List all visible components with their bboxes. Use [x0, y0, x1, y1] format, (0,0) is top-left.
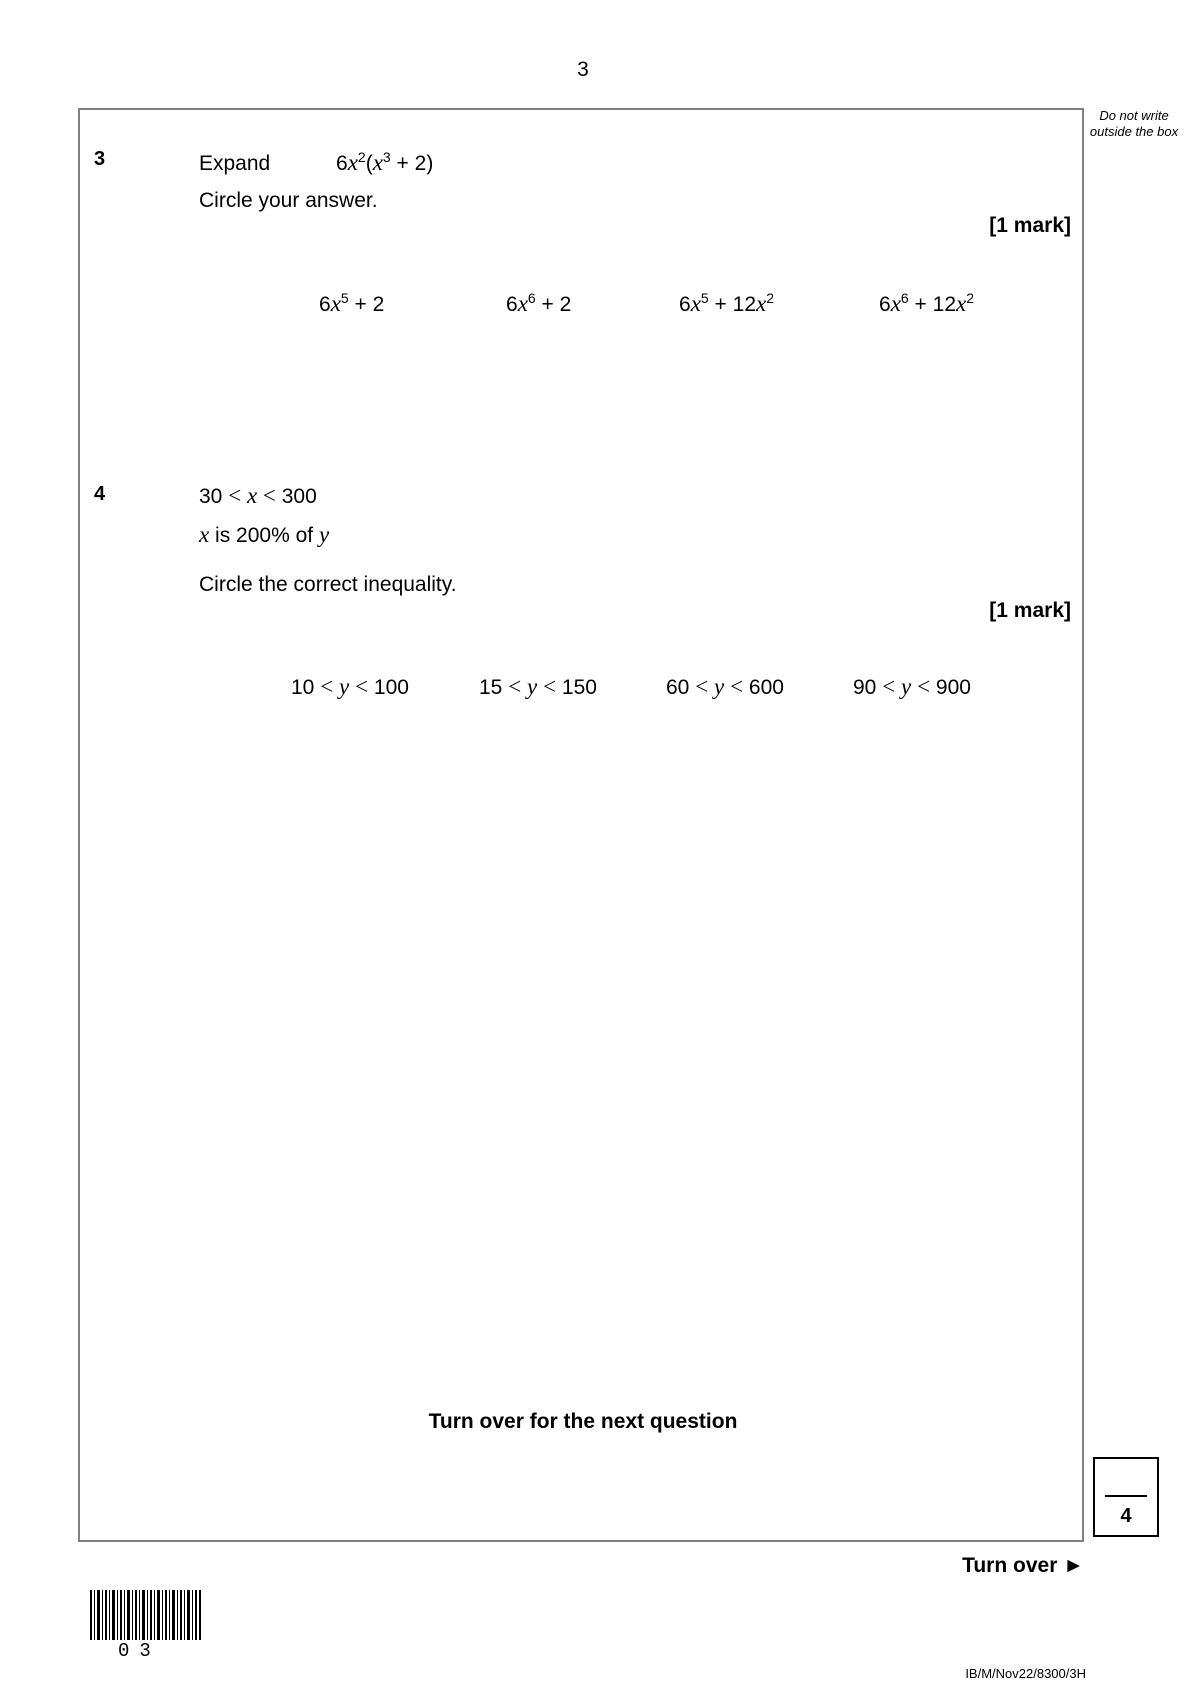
q4-option-3[interactable]	[666, 674, 784, 700]
lt-sign: <	[508, 674, 522, 699]
question-3-marks: [1 mark]	[989, 214, 1071, 237]
cond-right: 300	[275, 485, 317, 508]
q3-option-1[interactable]	[319, 291, 384, 317]
question-4-condition	[199, 483, 317, 509]
opt-exp2: 2	[766, 290, 775, 306]
opt-var: x	[690, 291, 701, 316]
expr-inner-var: x	[372, 150, 383, 175]
margin-note: Do not write outside the box	[1089, 108, 1179, 139]
score-divider	[1105, 1495, 1147, 1497]
rel-var1: x	[199, 522, 210, 547]
opt-coef: 6	[506, 293, 518, 316]
question-3-expression	[336, 150, 433, 176]
opt-rest: + 12	[708, 293, 756, 316]
lt-sign: <	[695, 674, 709, 699]
opt-exp: 5	[700, 290, 709, 306]
answer-frame	[78, 108, 1084, 1542]
lt-sign: <	[543, 674, 557, 699]
opt-var: y	[527, 674, 538, 699]
barcode-digits: 03	[118, 1640, 161, 1662]
turn-over-label: Turn over ►	[962, 1554, 1084, 1577]
rel-mid: is 200% of	[209, 524, 319, 547]
expr-exp1: 2	[357, 149, 366, 165]
score-value: 4	[1120, 1505, 1132, 1527]
opt-low: 10	[291, 676, 315, 699]
opt-var2: x	[756, 291, 767, 316]
question-4-number: 4	[94, 483, 106, 505]
opt-coef: 6	[679, 293, 691, 316]
opt-exp: 5	[340, 290, 349, 306]
turn-over-next-question: Turn over for the next question	[428, 1410, 738, 1433]
opt-var: y	[339, 674, 350, 699]
opt-high: 900	[935, 676, 971, 699]
opt-high: 150	[561, 676, 597, 699]
cond-left: 30	[199, 485, 229, 508]
q3-option-3[interactable]	[679, 291, 774, 317]
expr-exp2: 3	[382, 149, 391, 165]
question-3-instruction: Expand	[199, 152, 271, 175]
opt-var: y	[901, 674, 912, 699]
expr-coef: 6	[336, 152, 348, 175]
expr-paren: (	[365, 152, 373, 175]
question-4-relation	[199, 522, 329, 548]
opt-rest: + 2	[535, 293, 572, 316]
opt-low: 15	[479, 676, 503, 699]
opt-high: 600	[748, 676, 784, 699]
lt-sign: <	[355, 674, 369, 699]
opt-rest: + 12	[908, 293, 956, 316]
q4-option-1[interactable]	[291, 674, 409, 700]
question-3-number: 3	[94, 148, 106, 170]
q4-option-2[interactable]	[479, 674, 597, 700]
page-number: 3	[577, 58, 589, 81]
lt-sign: <	[730, 674, 744, 699]
opt-low: 60	[666, 676, 690, 699]
question-4-marks: [1 mark]	[989, 599, 1071, 622]
opt-exp2: 2	[966, 290, 975, 306]
opt-var: y	[714, 674, 725, 699]
cond-lt2: <	[262, 483, 276, 508]
cond-var: x	[241, 483, 263, 508]
opt-exp: 6	[900, 290, 909, 306]
opt-rest: + 2	[348, 293, 385, 316]
lt-sign: <	[882, 674, 896, 699]
opt-high: 100	[373, 676, 409, 699]
expr-rest: + 2)	[390, 152, 434, 175]
cond-lt1: <	[228, 483, 242, 508]
score-box	[1093, 1457, 1159, 1537]
lt-sign: <	[917, 674, 931, 699]
opt-var: x	[517, 291, 528, 316]
opt-coef: 6	[319, 293, 331, 316]
question-3-prompt: Circle your answer.	[199, 189, 378, 212]
q3-option-2[interactable]	[506, 291, 571, 317]
opt-coef: 6	[879, 293, 891, 316]
expr-var: x	[347, 150, 358, 175]
lt-sign: <	[320, 674, 334, 699]
paper-reference: IB/M/Nov22/8300/3H	[965, 1666, 1086, 1681]
q4-option-4[interactable]	[853, 674, 971, 700]
opt-var2: x	[956, 291, 967, 316]
question-4-prompt: Circle the correct inequality.	[199, 573, 457, 596]
q3-option-4[interactable]	[879, 291, 974, 317]
opt-var: x	[330, 291, 341, 316]
rel-var2: y	[318, 522, 330, 547]
barcode-icon	[90, 1590, 202, 1644]
opt-exp: 6	[527, 290, 536, 306]
opt-var: x	[890, 291, 901, 316]
opt-low: 90	[853, 676, 877, 699]
